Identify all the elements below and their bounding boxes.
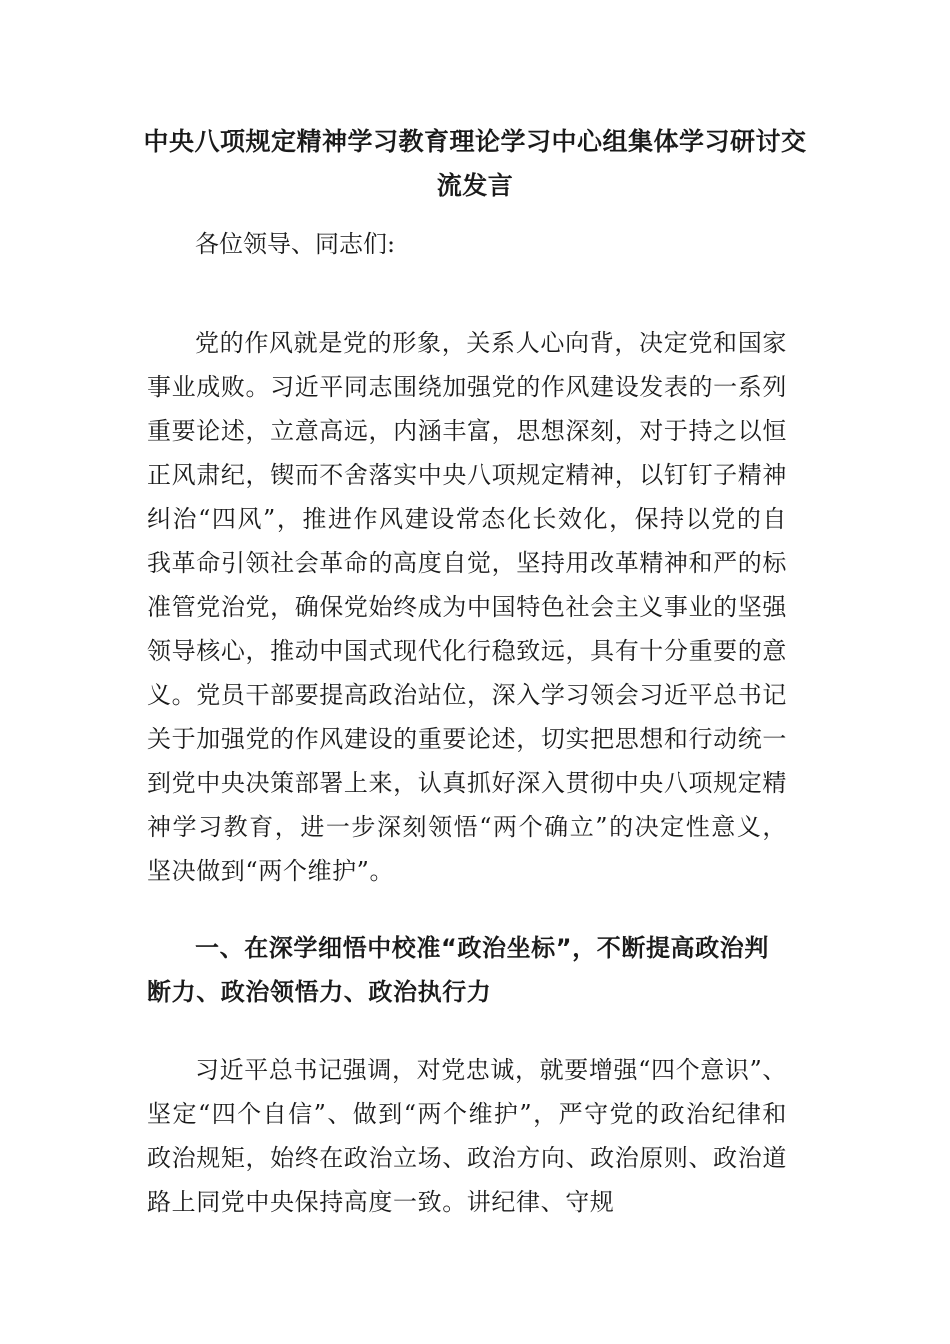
greeting: 各位领导、同志们: (195, 230, 396, 258)
body-paragraph: 党的作风就是党的形象，关系人心向背，决定党和国家事业成败。习近平同志围绕加强党的作风建设发表的一系列重要论述，立意高远，内涵丰富，思想深刻，对于持之以恒正风肃纪，锲而不舍落实中央八项规定精神，以钉钉子精神纠治“四风”，推进作风建设常态化长效化，保持以党的自我革命引领社会革命的高度自觉，坚持用改革精神和严的标准管党治党，确保党始终成为中国特色社会主义事业的坚强领导核心，推动中国式现代化行稳致远，具有十分重要的意义。党员干部要提高政治站位，深入学习领会习近平总书记关于加强党的作风建设的重要论述，切实把思想和行动统一到党中央决策部署上来，认真抓好深入贯彻中央八项规定精神学习教育，进一步深刻领悟“两个确立”的决定性意义，坚决做到“两个维护”。 (147, 329, 787, 885)
section-heading: 一、在深学细悟中校准“政治坐标”，不断提高政治判断力、政治领悟力、政治执行力 (147, 934, 769, 1006)
body-paragraph: 习近平总书记强调，对党忠诚，就要增强“四个意识”、坚定“四个自信”、做到“两个维护”，严守党的政治纪律和政治规矩，始终在政治立场、政治方向、政治原则、政治道路上同党中央保持高度一致。讲纪律、守规 (147, 1056, 787, 1216)
document-title: 中央八项规定精神学习教育理论学习中心组集体学习研讨交流发言 (143, 127, 807, 200)
